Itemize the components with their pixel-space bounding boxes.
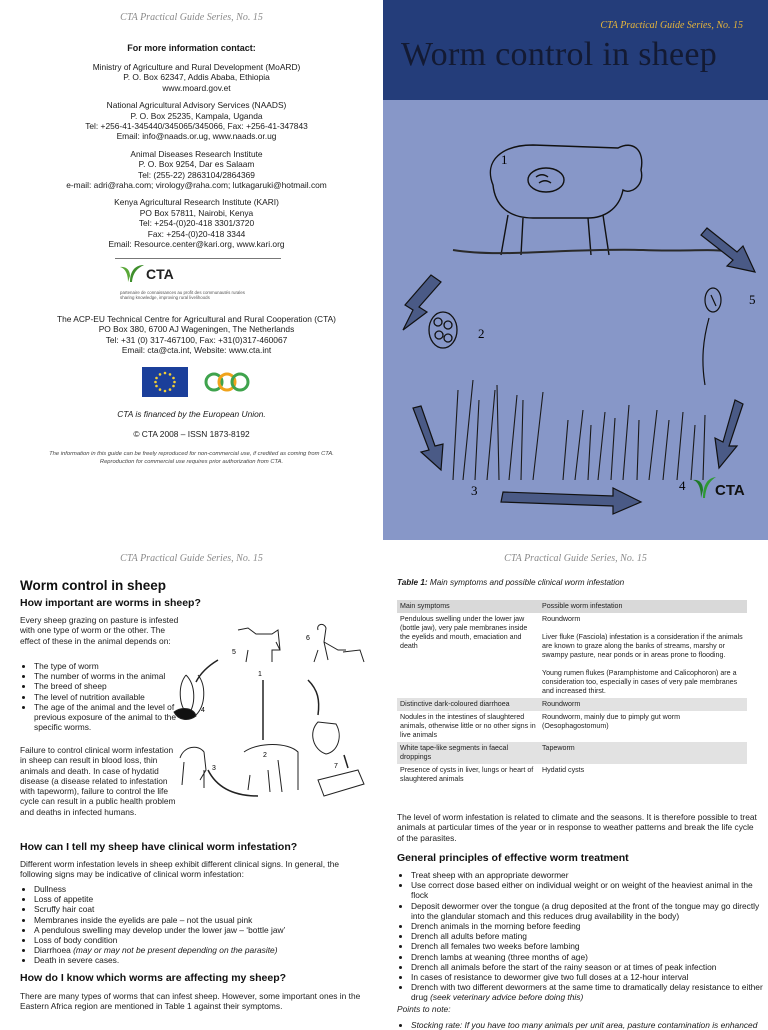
contact-line: Tel: +254-(0)20-418 3301/3720: [138, 218, 255, 229]
contact-kari: [20, 197, 373, 249]
sign-diarrhoea-note: (may or may not be present depending on the parasite): [73, 945, 278, 956]
heading-clinical-signs: How can I tell my sheep have clinical worm infestation?: [20, 841, 298, 853]
worm-cell: Hydatid cysts: [542, 766, 585, 774]
pasture-grass: [453, 380, 705, 480]
cycle-label-4: 4: [679, 478, 686, 493]
contact-heading: For more information contact:: [127, 43, 256, 53]
list-item: • Treat sheep with an appropriate dewormer: [411, 870, 768, 880]
contact-adri: [20, 149, 373, 191]
worm-cell: Roundworm, mainly due to pimply gut worm (Oesophagostomum): [542, 713, 680, 730]
signs-intro: Different worm infestation levels in sheep exhibit different clinical signs. In general, the following signs may be indicative of clinical worm infestation:: [20, 859, 340, 880]
failure-paragraph-a: [20, 745, 180, 817]
list-item: [411, 982, 768, 1002]
financed-note: CTA is financed by the European Union.: [117, 409, 266, 419]
acp-logo-icon: [204, 366, 250, 403]
page-title: Worm control in sheep: [20, 578, 167, 593]
table-row: [397, 764, 747, 786]
back-cover-panel: [0, 0, 383, 540]
failure-text: Failure to control clinical worm infestation in sheep can result in blood loss, thin animals and death. In case of hydatid disease (a disease related to infestation with tapeworm), failure to control the life cycle can result in a public health problem and deaths in infected humans.: [20, 745, 176, 817]
points-heading: Points to note:: [397, 1004, 451, 1014]
worm-cell: Tapeworm: [539, 742, 747, 764]
intro-paragraph: Every sheep grazing on pasture is infested with one type of worm or the other. The effect of these in the animal depends on:: [20, 615, 179, 646]
contact-line[interactable]: Email: Resource.center@kari.org, www.kari.org: [108, 239, 285, 250]
symptom-cell: Presence of cysts in liver, lungs or heart of slaughtered animals: [400, 766, 534, 783]
principle-text: Drench with two different dewormers at the same time to dramatically delay resistance to either drug: [411, 982, 763, 1003]
worm-line: Roundworm: [542, 615, 581, 623]
divider: [115, 258, 281, 259]
contact-line: Ministry of Agriculture and Rural Development (MoARD): [92, 62, 301, 72]
contact-line[interactable]: Email: info@naads.or.ug, www.naads.or.ug: [116, 131, 277, 142]
contact-line: Tel: +256-41-345440/345065/345066, Fax: +256-41-347843: [85, 121, 308, 132]
list-item: • Membranes inside the eyelids are pale – not the usual pink: [34, 915, 379, 925]
diagram-label-7: 7: [334, 763, 338, 770]
diagram-label-2: 2: [263, 752, 267, 759]
cta-logo-block: [120, 262, 300, 300]
cta-leaf-icon: [693, 474, 717, 500]
eu-flag-icon: [142, 367, 188, 397]
series-header: CTA Practical Guide Series, No. 15: [120, 12, 263, 23]
list-item: • The type of worm: [34, 661, 184, 671]
sheep-head-drawing: [180, 747, 206, 788]
legal-line-2: Reproduction for commercial use requires prior authorization from CTA.: [99, 459, 284, 465]
contact-line: P. O. Box 9254, Dar es Salaam: [138, 159, 255, 170]
contact-line: PO Box 57811, Nairobi, Kenya: [139, 207, 254, 218]
issn: © CTA 2008 – ISSN 1873-8192: [133, 429, 250, 439]
cover-cta-logo: [693, 474, 745, 505]
cycle-label-5: 5: [749, 292, 756, 307]
contact-line: Kenya Agricultural Research Institute (KARI): [114, 197, 279, 208]
hydatid-cycle-illustration: [168, 620, 373, 810]
column-header: Main symptoms: [397, 600, 539, 613]
table-row: [397, 698, 747, 711]
cycle-label-1: 1: [501, 152, 508, 167]
table-row: [397, 711, 747, 742]
diagram-label-6: 6: [306, 635, 310, 642]
legal-line-1: The information in this guide can be freely reproduced for non-commercial use, if credited as coming from CTA.: [49, 451, 334, 457]
which-worms-paragraph: There are many types of worms that can infest sheep. However, some important ones in the Eastern Africa region are mentioned in Table 1 against their symptoms.: [20, 991, 361, 1012]
cover-cta-text: CTA: [715, 482, 745, 499]
symptom-cell: Distinctive dark-coloured diarrhoea: [397, 698, 539, 711]
list-item: • Dullness: [34, 884, 379, 894]
table-caption-text: Main symptoms and possible clinical worm infestation: [429, 578, 625, 587]
grass-drawing: [244, 745, 298, 793]
table-caption-label: Table 1:: [397, 578, 428, 587]
list-item: • The level of nutrition available: [34, 692, 184, 702]
contact-line: Fax: +254-(0)20-418 3344: [147, 228, 246, 239]
diagram-label-4: 4: [201, 707, 205, 714]
front-cover-panel: [383, 0, 768, 540]
list-item: • The age of the animal and the level of previous exposure of the animal to the specific worms.: [34, 702, 184, 733]
liver-drawing: [174, 709, 196, 720]
worm-cell: Roundworm: [539, 698, 747, 711]
heading-principles: General principles of effective worm treatment: [397, 852, 629, 864]
list-item: • Scruffy hair coat: [34, 904, 379, 914]
principles-list: [397, 870, 768, 1003]
heading-which-worms: How do I know which worms are affecting my sheep?: [20, 972, 287, 984]
egg-drawing: [429, 312, 457, 348]
points-list: [397, 1020, 768, 1030]
column-header: Possible worm infestation: [539, 600, 747, 613]
worm-line: Young rumen flukes (Paramphistome and Calicophoron) are a consideration too, especially in cases of very pale membranes and increased thirst.: [542, 669, 738, 695]
coffin-drawing: [318, 770, 364, 796]
list-item: • The breed of sheep: [34, 681, 184, 691]
contact-line: National Agricultural Advisory Services (NAADS): [106, 100, 287, 111]
cta-logo-text: CTA: [146, 266, 174, 282]
cta-tagline-en: sharing knowledge, improving rural livelihoods: [120, 295, 210, 300]
signs-list: [20, 884, 379, 966]
contact-line[interactable]: www.moard.gov.et: [162, 82, 231, 93]
worm-cell: [539, 613, 747, 698]
list-item: • Death in severe cases.: [34, 955, 379, 965]
contact-moard: [20, 62, 373, 93]
list-item: • Loss of appetite: [34, 894, 379, 904]
list-item: • Drench animals in the morning before feeding: [411, 921, 768, 931]
legal-note: [10, 450, 373, 466]
sheep-drawing: [490, 145, 641, 255]
contact-naads: [20, 100, 373, 142]
sign-diarrhoea: Diarrhoea: [34, 945, 71, 956]
heart-organs-drawing: [313, 722, 339, 754]
diagram-label-1: 1: [258, 671, 262, 678]
table-row: [397, 742, 747, 764]
list-item: • Use correct dose based either on individual weight or on weight of the heaviest animal in the flock: [411, 880, 768, 900]
cycle-label-3: 3: [471, 483, 478, 498]
list-item: • The number of worms in the animal: [34, 671, 184, 681]
address-line: Tel: +31 (0) 317-467100, Fax: +31(0)317-460067: [105, 334, 288, 345]
contact-list: [20, 62, 373, 257]
infestation-level-paragraph: The level of worm infestation is related to climate and the seasons. It is therefore possible to treat animals at particular times of the year or in response to weather patterns and break the life cycle of the parasites.: [397, 812, 757, 843]
list-item: • Drench lambs at weaning (three months of age): [411, 952, 768, 962]
cta-address: [20, 314, 373, 356]
contact-line: Animal Diseases Research Institute: [130, 148, 263, 159]
cta-tagline-fr: partenaire de connaissances au profit des communautés rurales: [120, 290, 245, 295]
cover-title: Worm control in sheep: [401, 36, 718, 73]
address-line: PO Box 380, 6700 AJ Wageningen, The Netherlands: [98, 324, 295, 335]
list-item: • Deposit dewormer over the tongue (a drug deposited at the front of the tongue may go directly into the glandular stomach and this reduces drug availability in the body): [411, 901, 768, 921]
larva-drawing: [703, 288, 721, 385]
symptom-cell: Nodules in the intestines of slaughtered animals, otherwise little or no other signs in live animals: [400, 713, 536, 739]
contact-line: Tel: (255-22) 2863104/2864369: [138, 169, 255, 180]
diagram-label-5: 5: [232, 649, 236, 656]
list-item: [34, 945, 379, 955]
diagram-label-3: 3: [212, 765, 216, 772]
list-item: • Loss of body condition: [34, 935, 379, 945]
address-line[interactable]: Email: cta@cta.int, Website: www.cta.int: [121, 345, 272, 356]
list-item: • Drench all females two weeks before lambing: [411, 941, 768, 951]
factor-list: [20, 661, 184, 732]
list-item: • Drench all adults before mating: [411, 931, 768, 941]
human-dog-drawing: [314, 624, 346, 662]
contact-line[interactable]: e-mail: adri@raha.com; virology@raha.com; lutkagaruki@hotmail.com: [66, 180, 327, 191]
symptom-cell: White tape-like segments in faecal droppings: [397, 742, 539, 764]
address-line: The ACP-EU Technical Centre for Agricultural and Rural Cooperation (CTA): [57, 314, 336, 324]
list-item: • Drench all animals before the start of the rainy season or at times of peak infection: [411, 962, 768, 972]
heading-importance: How important are worms in sheep?: [20, 597, 201, 609]
list-item: • Stocking rate: If you have too many animals per unit area, pasture contamination is enhanced: [411, 1020, 768, 1030]
dog-drawing: [238, 628, 280, 662]
principle-note: (seek veterinary advice before doing this): [430, 992, 584, 1003]
table-header-row: [397, 600, 747, 613]
symptoms-table: [397, 600, 747, 786]
cycle-label-2: 2: [478, 326, 485, 341]
contact-line: P. O. Box 25235, Kampala, Uganda: [130, 110, 263, 121]
right-page-header: CTA Practical Guide Series, No. 15: [504, 553, 647, 564]
table-caption: [397, 578, 624, 587]
cycle-arrows: [403, 228, 755, 514]
list-item: • A pendulous swelling may develop under the lower jaw – ‘bottle jaw’: [34, 925, 379, 935]
worm-line: Liver fluke (Fasciola) infestation is a consideration if the animals are known to graze along the banks of streams, marshy or swampy pasture, near ponds or in areas prone to flooding.: [542, 633, 743, 659]
list-item: • In cases of resistance to dewormer give two full doses at a 12-hour interval: [411, 972, 768, 982]
grass-line: [453, 250, 733, 253]
left-page-header: CTA Practical Guide Series, No. 15: [120, 553, 263, 564]
contact-line: P. O. Box 62347, Addis Ababa, Ethiopia: [123, 72, 270, 83]
table-row: [397, 613, 747, 698]
symptom-cell: Pendulous swelling under the lower jaw (bottle jaw), very pale membranes inside the eyelids and mouth, emaciation and death: [400, 615, 528, 650]
cover-series: CTA Practical Guide Series, No. 15: [600, 20, 743, 31]
